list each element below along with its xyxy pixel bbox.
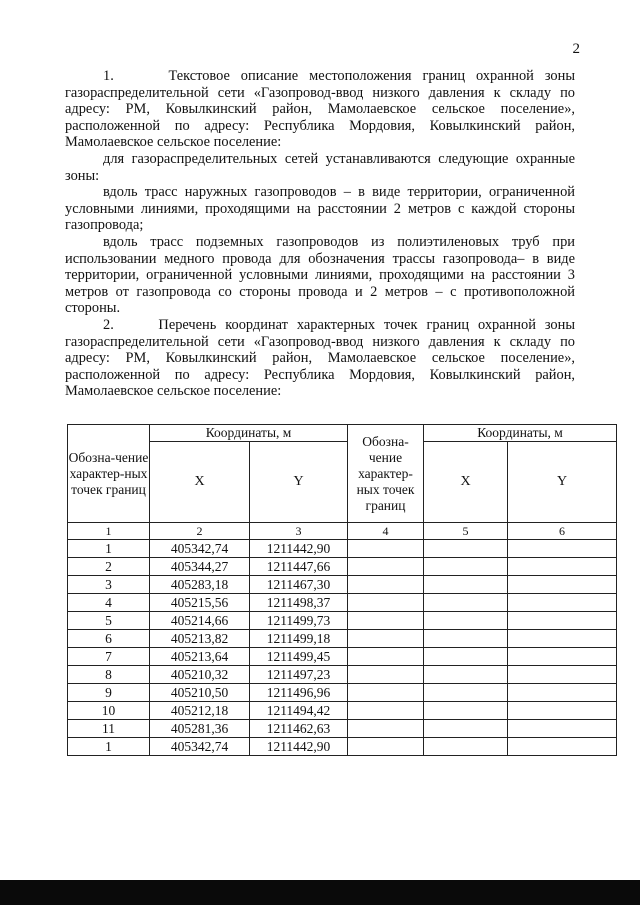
- x-cell: 405212,18: [150, 702, 250, 720]
- point-number-cell-2: [348, 558, 424, 576]
- header-coordinates-2: Координаты, м: [424, 425, 617, 442]
- x-cell-2: [424, 594, 508, 612]
- header-x: X: [150, 442, 250, 523]
- x-cell: 405342,74: [150, 540, 250, 558]
- y-cell: 1211494,42: [250, 702, 348, 720]
- point-number-cell-2: [348, 666, 424, 684]
- table-row: [68, 612, 617, 630]
- point-number-cell: 2: [68, 558, 150, 576]
- point-number-cell-2: [348, 576, 424, 594]
- x-cell-2: [424, 540, 508, 558]
- point-number-cell: 6: [68, 630, 150, 648]
- page-number: 2: [572, 41, 580, 57]
- point-number-cell: 7: [68, 648, 150, 666]
- table-row: [68, 540, 617, 558]
- point-number-cell-2: [348, 612, 424, 630]
- point-number-cell-2: [348, 630, 424, 648]
- paragraph-4: вдоль трасс подземных газопроводов из полиэтиленовых труб при использовании медного провода для обозначения трассы газопровода– в виде территории, ограниченной условными линиями, проходящими на расстоянии 3 метров от газопровода со стороны провода и 2 метров – с противоположной стороны.: [65, 233, 575, 317]
- y-cell: 1211499,73: [250, 612, 348, 630]
- point-number-cell-2: [348, 540, 424, 558]
- point-number-cell-2: [348, 702, 424, 720]
- document-body: [65, 68, 575, 400]
- y-cell-2: [508, 702, 617, 720]
- point-number-cell: 10: [68, 702, 150, 720]
- y-cell: 1211447,66: [250, 558, 348, 576]
- x-cell: 405215,56: [150, 594, 250, 612]
- y-cell: 1211467,30: [250, 576, 348, 594]
- header-point-label: Обозна-чение характер-ных точек границ: [68, 425, 150, 523]
- x-cell-2: [424, 558, 508, 576]
- y-cell: 1211496,96: [250, 684, 348, 702]
- y-cell-2: [508, 594, 617, 612]
- x-cell: 405281,36: [150, 720, 250, 738]
- point-number-cell-2: [348, 738, 424, 756]
- x-cell: 405342,74: [150, 738, 250, 756]
- column-index: 6: [508, 523, 617, 540]
- x-cell-2: [424, 648, 508, 666]
- paragraph-2: для газораспределительных сетей устанавливаются следующие охранные зоны:: [65, 150, 575, 184]
- y-cell: 1211499,18: [250, 630, 348, 648]
- y-cell-2: [508, 630, 617, 648]
- header-coordinates: Координаты, м: [150, 425, 348, 442]
- table-row: [68, 630, 617, 648]
- point-number-cell-2: [348, 684, 424, 702]
- header-point-label-2: Обозна-чение характер-ных точек границ: [348, 425, 424, 523]
- table-row: [68, 576, 617, 594]
- point-number-cell-2: [348, 720, 424, 738]
- point-number-cell: 8: [68, 666, 150, 684]
- y-cell-2: [508, 558, 617, 576]
- y-cell-2: [508, 720, 617, 738]
- table-row: [68, 558, 617, 576]
- column-index: 1: [68, 523, 150, 540]
- point-number-cell: 3: [68, 576, 150, 594]
- column-index: 5: [424, 523, 508, 540]
- table-row: [68, 648, 617, 666]
- table-row: [68, 702, 617, 720]
- y-cell-2: [508, 612, 617, 630]
- column-index: 2: [150, 523, 250, 540]
- point-number-cell: 4: [68, 594, 150, 612]
- x-cell-2: [424, 666, 508, 684]
- x-cell-2: [424, 702, 508, 720]
- x-cell: 405213,64: [150, 648, 250, 666]
- x-cell-2: [424, 720, 508, 738]
- x-cell: 405214,66: [150, 612, 250, 630]
- scan-edge-bar: [0, 880, 640, 905]
- coordinates-table: [67, 424, 617, 756]
- y-cell: 1211498,37: [250, 594, 348, 612]
- table-row: [68, 738, 617, 756]
- paragraph-5: 2. Перечень координат характерных точек границ охранной зоны газораспределительной сети «Газопровод-ввод низкого давления к складу по адресу: РМ, Ковылкинский район, Мамолаевское сельское поселение», расположенной по адресу: Республика Мордовия, Ковылкинский район, Мамолаевское сельское поселение:: [65, 316, 575, 400]
- column-index: 4: [348, 523, 424, 540]
- x-cell: 405210,32: [150, 666, 250, 684]
- table-row: [68, 594, 617, 612]
- table-row: [68, 666, 617, 684]
- y-cell: 1211499,45: [250, 648, 348, 666]
- point-number-cell-2: [348, 594, 424, 612]
- point-number-cell: 5: [68, 612, 150, 630]
- table-body: [68, 540, 617, 756]
- header-y: Y: [250, 442, 348, 523]
- x-cell-2: [424, 684, 508, 702]
- point-number-cell: 1: [68, 738, 150, 756]
- y-cell-2: [508, 666, 617, 684]
- x-cell-2: [424, 738, 508, 756]
- y-cell: 1211442,90: [250, 738, 348, 756]
- point-number-cell: 1: [68, 540, 150, 558]
- point-number-cell: 9: [68, 684, 150, 702]
- column-index-row: [68, 523, 617, 540]
- x-cell-2: [424, 576, 508, 594]
- paragraph-1: 1. Текстовое описание местоположения границ охранной зоны газораспределительной сети «Газопровод-ввод низкого давления к складу по адресу: РМ, Ковылкинский район, Мамолаевское сельское поселение», расположенной по адресу: Республика Мордовия, Ковылкинский район, Мамолаевское сельское поселение:: [65, 68, 575, 151]
- y-cell-2: [508, 738, 617, 756]
- column-index: 3: [250, 523, 348, 540]
- table-row: [68, 684, 617, 702]
- y-cell: 1211442,90: [250, 540, 348, 558]
- x-cell-2: [424, 612, 508, 630]
- header-x-2: X: [424, 442, 508, 523]
- x-cell: 405210,50: [150, 684, 250, 702]
- y-cell: 1211462,63: [250, 720, 348, 738]
- x-cell: 405213,82: [150, 630, 250, 648]
- y-cell-2: [508, 648, 617, 666]
- y-cell-2: [508, 684, 617, 702]
- header-y-2: Y: [508, 442, 617, 523]
- y-cell-2: [508, 540, 617, 558]
- x-cell: 405283,18: [150, 576, 250, 594]
- x-cell: 405344,27: [150, 558, 250, 576]
- point-number-cell-2: [348, 648, 424, 666]
- x-cell-2: [424, 630, 508, 648]
- y-cell: 1211497,23: [250, 666, 348, 684]
- table-row: [68, 720, 617, 738]
- y-cell-2: [508, 576, 617, 594]
- paragraph-3: вдоль трасс наружных газопроводов – в виде территории, ограниченной условными линиями, проходящими на расстоянии 2 метров с каждой стороны газопровода;: [65, 184, 575, 234]
- point-number-cell: 11: [68, 720, 150, 738]
